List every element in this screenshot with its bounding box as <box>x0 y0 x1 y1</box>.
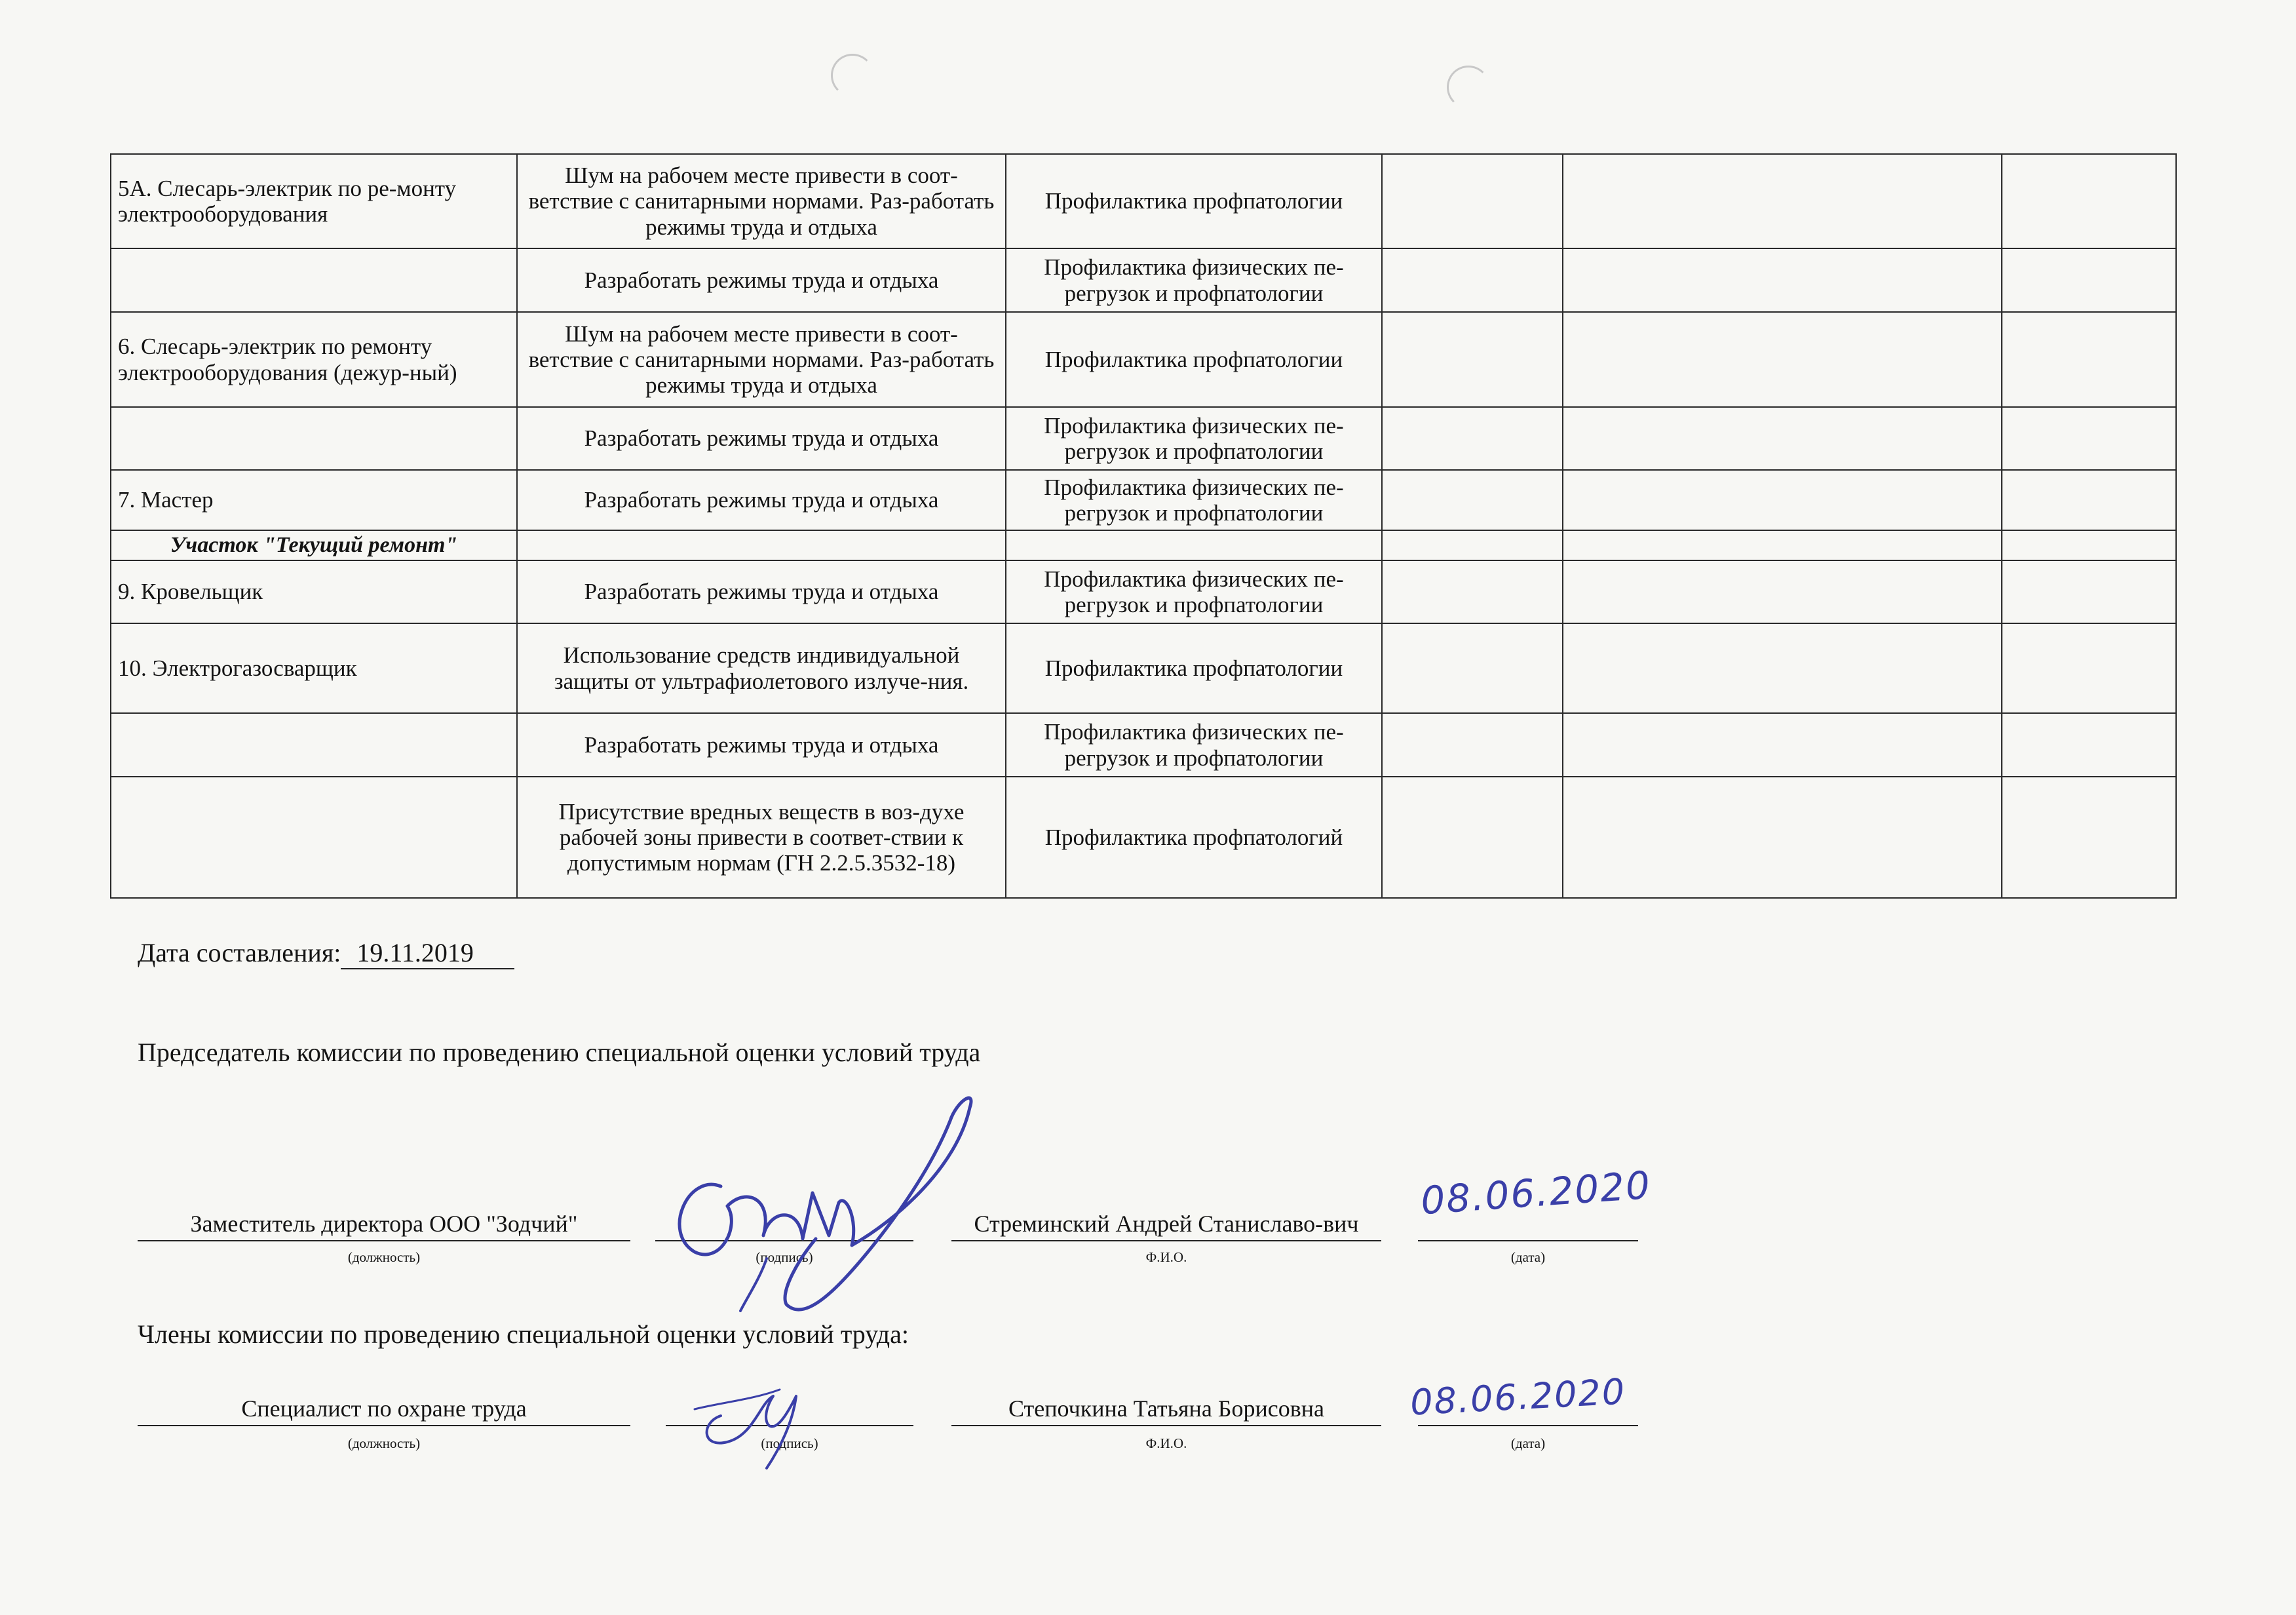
date-line <box>138 937 514 969</box>
note-cell <box>2002 248 2176 312</box>
executor-cell <box>1563 312 2002 407</box>
position-cell <box>111 777 517 898</box>
chair-handwritten-date: 08.06.2020 <box>1419 1162 1653 1224</box>
empty-cell <box>1006 530 1382 560</box>
note-cell <box>2002 713 2176 777</box>
goal-cell: Профилактика физических пе-регрузок и профпатологии <box>1006 470 1382 530</box>
caption-date: (дата) <box>1510 1249 1546 1265</box>
note-cell <box>2002 154 2176 248</box>
measure-cell: Использование средств индивидуальной защиты от ультрафиолетового излуче-ния. <box>517 623 1006 713</box>
chair-name <box>951 1184 1381 1241</box>
deadline-cell <box>1382 154 1563 248</box>
goal-cell: Профилактика профпатологии <box>1006 154 1382 248</box>
empty-cell <box>1563 530 2002 560</box>
caption-signature: (подпись) <box>761 1435 818 1451</box>
executor-cell <box>1563 407 2002 470</box>
deadline-cell <box>1382 713 1563 777</box>
note-cell <box>2002 560 2176 623</box>
position-cell: 10. Электрогазосварщик <box>111 623 517 713</box>
measure-cell: Разработать режимы труда и отдыха <box>517 248 1006 312</box>
caption-position: (должность) <box>347 1435 421 1451</box>
caption-signature: (подпись) <box>756 1249 813 1265</box>
goal-cell: Профилактика профпатологии <box>1006 623 1382 713</box>
note-cell <box>2002 312 2176 407</box>
deadline-cell <box>1382 407 1563 470</box>
member-position <box>138 1393 630 1426</box>
executor-cell <box>1563 713 2002 777</box>
table-row <box>111 560 2176 623</box>
section-title: Участок "Текущий ремонт" <box>111 530 517 560</box>
executor-cell <box>1563 623 2002 713</box>
measure-cell: Разработать режимы труда и отдыха <box>517 407 1006 470</box>
empty-cell <box>1382 530 1563 560</box>
goal-cell: Профилактика профпатологии <box>1006 312 1382 407</box>
table-row <box>111 777 2176 898</box>
chair-position <box>138 1209 630 1241</box>
punch-hole-right <box>1447 66 1490 109</box>
note-cell <box>2002 623 2176 713</box>
caption-name: Ф.И.О. <box>1145 1435 1187 1451</box>
executor-cell <box>1563 777 2002 898</box>
measure-cell: Разработать режимы труда и отдыха <box>517 560 1006 623</box>
table-row <box>111 713 2176 777</box>
chair-position-text: Заместитель директора ООО "Зодчий" <box>190 1211 578 1237</box>
chair-signature <box>649 1088 989 1337</box>
position-cell <box>111 248 517 312</box>
goal-cell: Профилактика физических пе-регрузок и профпатологии <box>1006 248 1382 312</box>
member-name <box>951 1393 1381 1426</box>
executor-cell <box>1563 248 2002 312</box>
position-cell <box>111 407 517 470</box>
table-row <box>111 623 2176 713</box>
measure-cell: Шум на рабочем месте привести в соот-ветствие с санитарными нормами. Раз-работать режимы труда и отдыха <box>517 312 1006 407</box>
table-row <box>111 407 2176 470</box>
deadline-cell <box>1382 470 1563 530</box>
position-cell <box>111 713 517 777</box>
member-handwritten-date: 08.06.2020 <box>1409 1371 1627 1424</box>
measures-table-body <box>111 154 2176 898</box>
goal-cell: Профилактика физических пе-регрузок и профпатологии <box>1006 713 1382 777</box>
note-cell <box>2002 407 2176 470</box>
member-position-text: Специалист по охране труда <box>241 1395 527 1422</box>
member-name-text: Степочкина Татьяна Борисовна <box>1008 1395 1324 1422</box>
measure-cell: Разработать режимы труда и отдыха <box>517 470 1006 530</box>
chair-title: Председатель комиссии по проведению специальной оценки условий труда <box>138 1038 981 1067</box>
empty-cell <box>517 530 1006 560</box>
date-label: Дата составления: <box>138 938 341 967</box>
position-cell: 9. Кровельщик <box>111 560 517 623</box>
executor-cell <box>1563 154 2002 248</box>
measure-cell: Присутствие вредных веществ в воз-духе рабочей зоны привести в соответ-ствии к допустимым нормам (ГН 2.2.5.3532-18) <box>517 777 1006 898</box>
executor-cell <box>1563 470 2002 530</box>
section-row <box>111 530 2176 560</box>
caption-date: (дата) <box>1510 1435 1546 1451</box>
deadline-cell <box>1382 248 1563 312</box>
table-row <box>111 154 2176 248</box>
table-row <box>111 312 2176 407</box>
date-value: 19.11.2019 <box>341 937 514 969</box>
table-row <box>111 470 2176 530</box>
punch-hole-left <box>831 54 874 97</box>
deadline-cell <box>1382 312 1563 407</box>
goal-cell: Профилактика профпатологий <box>1006 777 1382 898</box>
caption-position: (должность) <box>347 1249 421 1265</box>
position-cell: 6. Слесарь-электрик по ремонту электрооборудования (дежур-ный) <box>111 312 517 407</box>
empty-cell <box>2002 530 2176 560</box>
measure-cell: Разработать режимы труда и отдыха <box>517 713 1006 777</box>
goal-cell: Профилактика физических пе-регрузок и профпатологии <box>1006 407 1382 470</box>
position-cell: 5А. Слесарь-электрик по ре-монту электрооборудования <box>111 154 517 248</box>
member-signature <box>681 1363 839 1475</box>
measures-table <box>110 153 2177 899</box>
goal-cell: Профилактика физических пе-регрузок и профпатологии <box>1006 560 1382 623</box>
table-row <box>111 248 2176 312</box>
deadline-cell <box>1382 560 1563 623</box>
deadline-cell <box>1382 777 1563 898</box>
position-cell: 7. Мастер <box>111 470 517 530</box>
caption-name: Ф.И.О. <box>1145 1249 1187 1265</box>
note-cell <box>2002 470 2176 530</box>
deadline-cell <box>1382 623 1563 713</box>
measure-cell: Шум на рабочем месте привести в соот-ветствие с санитарными нормами. Раз-работать режимы труда и отдыха <box>517 154 1006 248</box>
executor-cell <box>1563 560 2002 623</box>
members-title: Члены комиссии по проведению специальной оценки условий труда: <box>138 1319 909 1349</box>
chair-name-text: Стреминский Андрей Станиславо-вич <box>974 1211 1359 1237</box>
note-cell <box>2002 777 2176 898</box>
